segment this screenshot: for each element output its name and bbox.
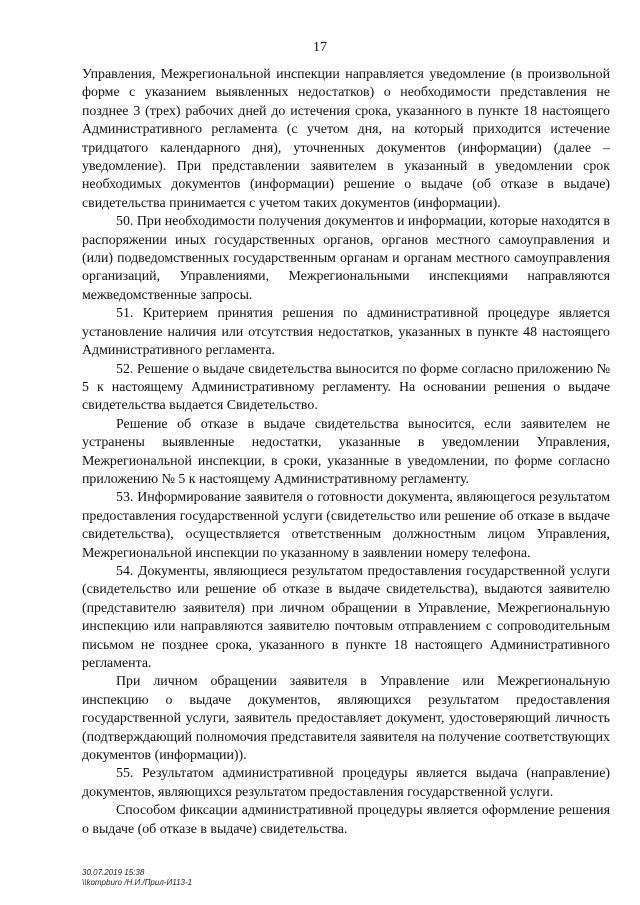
paragraph-item-54: 54. Документы, являющиеся результатом предоставления государственной услуги (свидетельство или решение об отказе в выдаче свидетельства), выдаются заявителю (представителю заявителя) при личном обращении в Управление, Межрегиональную инспекцию или направляются заявителю почтовым отправлением с сопроводительным письмом не позднее срока, указанного в пункте 18 настоящего Административного регламента. — [82, 563, 610, 671]
document-body — [82, 66, 610, 839]
paragraph-item-55: 55. Результатом административной процедуры является выдача (направление) документов, являющихся результатом предоставления государственной услуги. — [82, 766, 610, 800]
page-number: 17 — [313, 40, 327, 55]
paragraph-item-50: 50. При необходимости получения документов и информации, которые находятся в распоряжении иных государственных органов, органов местного самоуправления и (или) подведомственных государственным органам и органам местного самоуправления организаций, Управлениями, Межрегиональными инспекциями направляются межведомственные запросы. — [82, 214, 610, 303]
paragraph-fixation-method: Способом фиксации административной процедуры является оформление решения о выдаче (об отказе в выдаче) свидетельства. — [82, 803, 610, 837]
paragraph-item-53: 53. Информирование заявителя о готовности документа, являющегося результатом предоставления государственной услуги (свидетельство или решение об отказе в выдаче свидетельства), осуществляется ответственным должностным лицом Управления, Межрегиональной инспекции по указанному в заявлении номеру телефона. — [82, 490, 610, 561]
paragraph-personal-visit: При личном обращении заявителя в Управление или Межрегиональную инспекцию о выдаче документов, являющихся результатом предоставления государственной услуги, заявитель предоставляет документ, удостоверяющий личность (подтверждающий полномочия представителя заявителя на получение соответствующих документов (информации)). — [82, 674, 610, 764]
footer — [82, 868, 192, 888]
footer-file-path: \\kompburo /Н.И./Прил-И113-1 — [82, 878, 193, 887]
paragraph-item-51: 51. Критерием принятия решения по административной процедуре является установление наличия или отсутствия недостатков, указанных в пункте 48 настоящего Административного регламента. — [82, 306, 610, 359]
paragraph-item-52: 52. Решение о выдаче свидетельства выносится по форме согласно приложению № 5 к настоящему Административному регламенту. На основании решения о выдаче свидетельства выдается Свидетельство. — [82, 361, 610, 414]
paragraph-refusal-decision: Решение об отказе в выдаче свидетельства выносится, если заявителем не устранены выявленные недостатки, указанные в уведомлении Управления, Межрегиональной инспекции, в сроки, указанные в уведомлении, по форме согласно приложению № 5 к настоящему Административному регламенту. — [82, 416, 610, 487]
paragraph-continuation: Управления, Межрегиональной инспекции направляется уведомление (в произвольной форме с указанием выявленных недостатков) о необходимости представления не позднее 3 (трех) рабочих дней до истечения срока, указанного в пункте 18 настоящего Административного регламента (с учетом дня, на который приходится истечение тридцатого календарного дня), уточненных документов (информации) (далее – уведомление). При представлении заявителем в указанный в уведомлении срок необходимых документов (информации) решение о выдаче (об отказе в выдаче) свидетельства принимается с учетом таких документов (информации). — [82, 67, 610, 211]
footer-timestamp: 30.07.2019 15:38 — [82, 868, 145, 877]
